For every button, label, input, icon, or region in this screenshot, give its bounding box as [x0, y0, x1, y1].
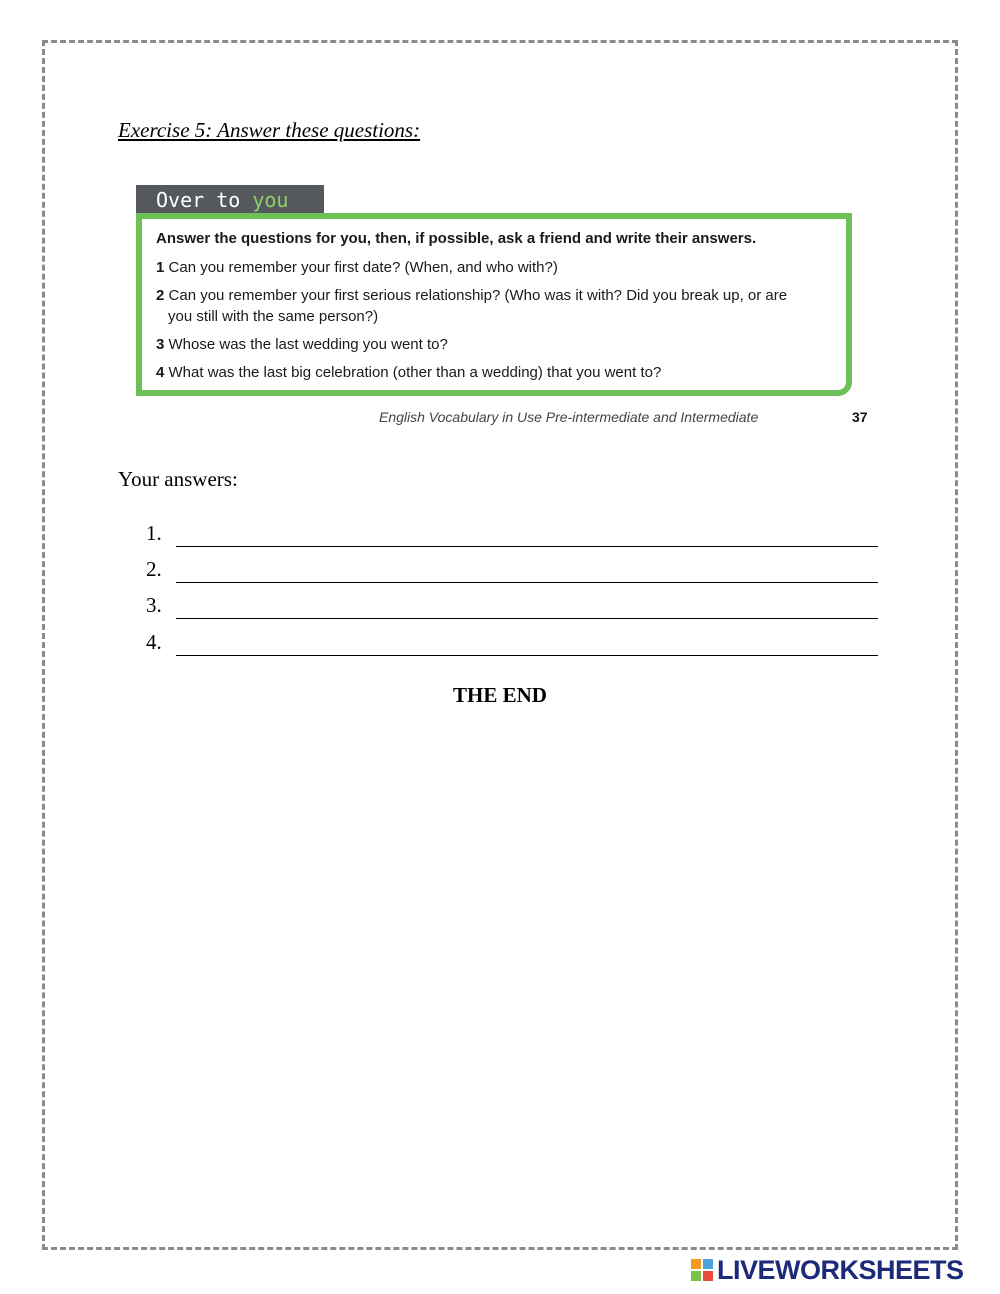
answers-heading: Your answers: — [118, 467, 238, 491]
answer-field-2[interactable] — [176, 560, 878, 583]
question-2 — [156, 285, 816, 327]
tab-prefix: Over to — [156, 188, 253, 212]
question-number: 4 — [156, 364, 165, 381]
answer-row-2 — [146, 557, 878, 583]
logo-wordmark: LIVEWORKSHEETS — [717, 1255, 964, 1285]
answer-row-4 — [146, 630, 878, 656]
question-4 — [156, 362, 816, 383]
question-3 — [156, 334, 816, 355]
liveworksheets-logo[interactable] — [691, 1256, 964, 1284]
instruction-text: Answer the questions for you, then, if possible, ask a friend and write their answers. — [156, 230, 757, 247]
question-text-continued: you still with the same person?) — [168, 308, 379, 325]
answer-number: 2. — [146, 557, 162, 581]
answer-number: 1. — [146, 521, 162, 545]
tab-accent: you — [252, 188, 289, 212]
page-number: 37 — [852, 409, 868, 425]
question-number: 2 — [156, 287, 165, 304]
source-citation: English Vocabulary in Use Pre-intermediate and Intermediate — [379, 409, 759, 425]
question-text: Can you remember your first date? (When, and who with?) — [168, 259, 558, 276]
question-1 — [156, 257, 816, 278]
answer-row-1 — [146, 521, 878, 547]
answer-number: 4. — [146, 630, 162, 654]
question-number: 3 — [156, 336, 165, 353]
over-to-you-tab — [136, 185, 324, 215]
answer-number: 3. — [146, 593, 162, 617]
question-text: Whose was the last wedding you went to? — [168, 336, 448, 353]
answer-field-4[interactable] — [176, 633, 878, 656]
exercise-title: Exercise 5: Answer these questions: — [118, 118, 421, 142]
question-text: Can you remember your first serious relationship? (Who was it with? Did you break up, or are — [168, 287, 788, 304]
answer-row-3 — [146, 593, 878, 619]
question-text: What was the last big celebration (other than a wedding) that you went to? — [168, 364, 662, 381]
logo-blocks-icon — [691, 1259, 713, 1281]
answer-field-1[interactable] — [176, 524, 878, 547]
the-end-text: THE END — [453, 683, 547, 707]
answer-field-3[interactable] — [176, 596, 878, 619]
over-to-you-box — [136, 213, 852, 396]
question-number: 1 — [156, 259, 165, 276]
